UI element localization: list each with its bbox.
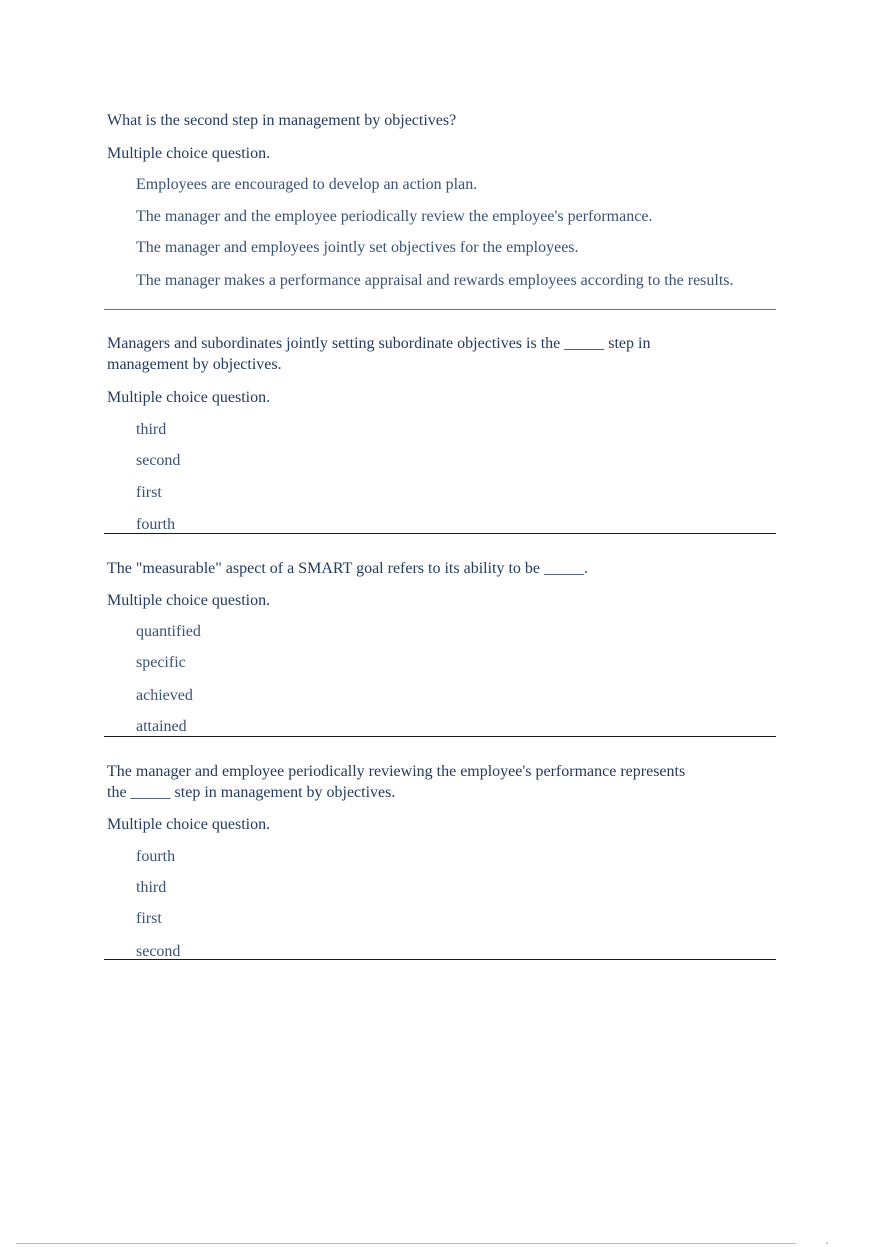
question-text: Managers and subordinates jointly setting subordinate objectives is the _____ step in management by objectives. — [107, 335, 651, 373]
answer-option[interactable]: attained — [136, 718, 187, 735]
question-text: What is the second step in management by objectives? — [107, 112, 457, 129]
answer-option[interactable]: fourth — [136, 848, 176, 865]
answer-option[interactable]: specific — [136, 654, 186, 671]
answer-option[interactable]: The manager and employees jointly set objectives for the employees. — [136, 239, 579, 256]
question-type: Multiple choice question. — [107, 592, 271, 609]
question-type: Multiple choice question. — [107, 145, 271, 162]
question-text: The manager and employee periodically reviewing the employee's performance represents the _____ step in management by objectives. — [107, 763, 686, 801]
answer-option[interactable]: The manager and the employee periodically review the employee's performance. — [136, 208, 653, 225]
answer-option[interactable]: second — [136, 943, 181, 960]
answer-option[interactable]: third — [136, 421, 167, 438]
answer-option[interactable]: first — [136, 484, 162, 501]
answer-option[interactable]: first — [136, 910, 162, 927]
question-type: Multiple choice question. — [107, 389, 271, 406]
answer-option[interactable]: fourth — [136, 516, 176, 533]
question-divider — [104, 309, 776, 310]
question-divider — [104, 736, 776, 737]
answer-option[interactable]: third — [136, 879, 167, 896]
footer-mark — [826, 1242, 828, 1244]
footer-rule — [16, 1243, 796, 1244]
answer-option[interactable]: Employees are encouraged to develop an action plan. — [136, 176, 478, 193]
question-divider — [104, 959, 776, 960]
answer-option[interactable]: The manager makes a performance appraisal and rewards employees according to the results. — [136, 272, 734, 289]
answer-option[interactable]: achieved — [136, 687, 193, 704]
question-divider — [104, 533, 776, 534]
answer-option[interactable]: quantified — [136, 623, 201, 640]
answer-option[interactable]: second — [136, 452, 181, 469]
question-text: The "measurable" aspect of a SMART goal refers to its ability to be _____. — [107, 560, 589, 577]
question-type: Multiple choice question. — [107, 816, 271, 833]
